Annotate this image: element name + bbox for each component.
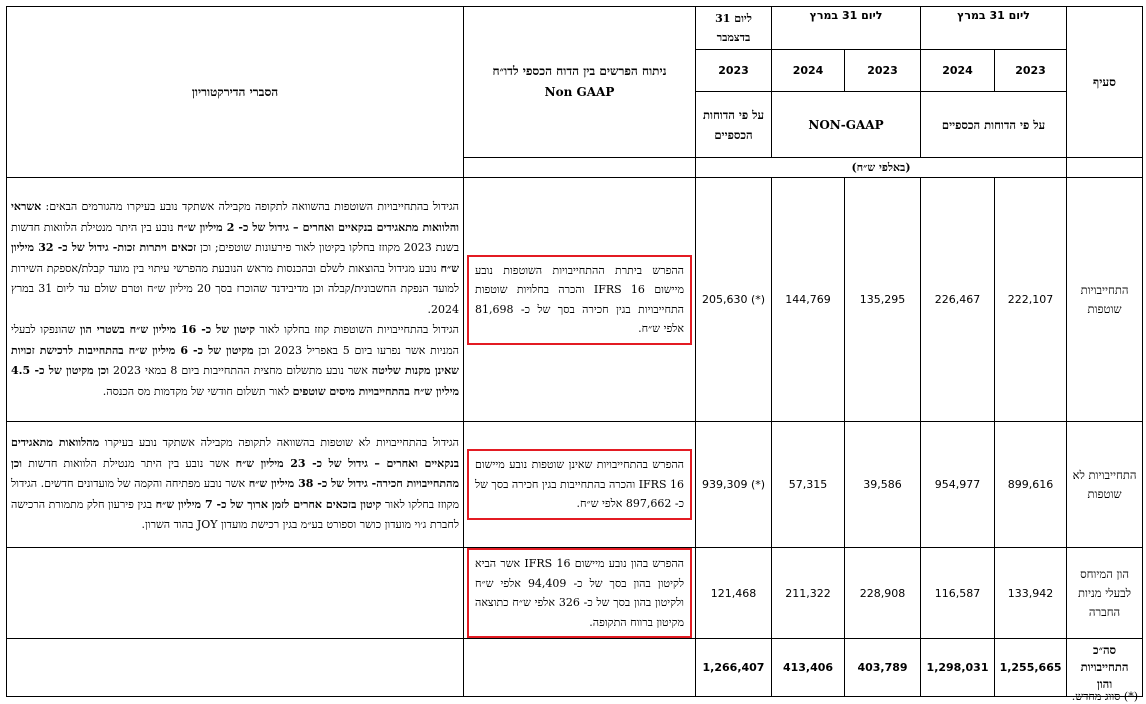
header-fs-2024: 2024 <box>921 50 995 92</box>
cell-fs-2023: 954,977 <box>921 422 995 548</box>
cell-explanation <box>7 422 464 548</box>
header-dec-year: 2023 <box>696 50 772 92</box>
explanation-paragraph <box>11 433 459 536</box>
cell-analysis <box>464 422 696 548</box>
cell-ng-2023: 144,769 <box>772 178 845 422</box>
explanation-paragraph <box>11 197 459 320</box>
explanation-text: הגידול בהתחייבויות לא שוטפות בהשוואה לתקופה מקבילה אשתקד נובע בעיקרו <box>99 436 459 450</box>
cell-dec-2023: (*) 939,309 <box>696 422 772 548</box>
row-item-noncurrent-liabilities: התחייבויות לא שוטפות <box>1067 422 1143 548</box>
cell-ng-2023: 57,315 <box>772 422 845 548</box>
explanation-bold: קיטון בזכאים אחרים לזמן ארוך של כ- 7 מיליון ש״ח <box>155 497 382 511</box>
explanation-text: אשר נובע מפתיחה והקמה של מועדונים חדשים. הגידול מקוזז בחלקו לאור <box>11 477 459 511</box>
header-analysis <box>464 7 696 158</box>
cell-fs-2024: 133,942 <box>995 548 1067 639</box>
cell-fs-2024: 222,107 <box>995 178 1067 422</box>
explanation-paragraph <box>11 320 459 402</box>
cell-explanation <box>7 178 464 422</box>
header-label-dec: על פי הדוחות הכספיים <box>696 92 772 158</box>
table-row <box>7 548 1143 639</box>
cell-ng-2024: 135,295 <box>845 178 921 422</box>
explanation-text: הגידול בהתחייבויות השוטפות קוזז בחלקו לאור <box>254 323 459 336</box>
table-row <box>7 178 1143 422</box>
header-ng-2024: 2024 <box>772 50 845 92</box>
cell-ng-2023: 211,322 <box>772 548 845 639</box>
explanation-bold: אשראי והלוואות מתאגידים בנקאיים ואחרים – גידול של כ- 2 מיליון ש״ח <box>11 200 459 234</box>
cell-dec-2023: 121,468 <box>696 548 772 639</box>
explanation-text: שהונפקו לבעלי המניות אשר נפרעו ביום 5 באפריל 2023 וכן <box>11 323 459 357</box>
explanation-text: לאור תשלום חודשי של מקדמות מס הכנסה. <box>102 384 293 398</box>
explanation-bold: וכן מהתחייבויות חכירה- גידול של כ- 38 מיליון ש״ח <box>11 456 459 491</box>
explanation-text: אשר נובע בין היתר מנטילת הלוואות חדשות <box>22 456 236 470</box>
highlighted-analysis-box: ההפרש ביתרת ההתחייבויות השוטפות נובע מיישום IFRS 16 והכרה בחלויות שוטפות התחייבויות בגין חכירה בסך של כ- 81,698 אלפי ש״ח. <box>467 255 692 345</box>
explanation-bold: מקיטון של כ- 6 מיליון ש״ח בהתחייבות לרכישת זכויות שאינן מקנות שליטה <box>11 343 459 377</box>
cell-analysis <box>464 178 696 422</box>
footnote: (*) סווג מחדש. <box>1071 690 1138 703</box>
cell-fs-2024: 899,616 <box>995 422 1067 548</box>
explanation-bold: קיטון של כ- 16 מיליון ש״ח בשטרי הון <box>79 323 255 336</box>
header-analysis-line1: ניתוח הפרשים בין הדוח הכספי לדו״ח <box>492 64 667 78</box>
cell-fs-2023: 116,587 <box>921 548 995 639</box>
cell-fs-2023: 1,298,031 <box>921 639 995 697</box>
cell-analysis-empty <box>464 639 696 697</box>
cell-ng-2023: 413,406 <box>772 639 845 697</box>
explanation-text: אשר נובע מתשלום מחצית ההתחייבות ביום 8 במאי 2023 <box>109 364 372 377</box>
cell-dec-2023: 1,266,407 <box>696 639 772 697</box>
cell-analysis <box>464 548 696 639</box>
header-ng-2023: 2023 <box>845 50 921 92</box>
header-label-fs: על פי הדוחות הכספיים <box>921 92 1067 158</box>
cell-ng-2024: 403,789 <box>845 639 921 697</box>
header-label-ng: NON-GAAP <box>772 92 921 158</box>
cell-fs-2024: 1,255,665 <box>995 639 1067 697</box>
cell-ng-2024: 228,908 <box>845 548 921 639</box>
row-item-total: סה״כ התחייבויות והון <box>1067 639 1143 697</box>
header-analysis-line2: Non GAAP <box>544 85 615 99</box>
explanation-text: נובע בין היתר מנטילת הלוואות חדשות בשנת 2023 מקוזז בחלקו בקיטון לאור פירעונות שוטפים; וכן <box>11 220 459 254</box>
row-item-equity: הון המיוחס לבעלי מניות החברה <box>1067 548 1143 639</box>
units-empty-analysis <box>464 158 696 178</box>
explanation-bold: זכאים ויתרות זכות- גידול של כ- 32 מיליון ש״ח <box>11 241 459 275</box>
row-item-current-liabilities: התחייבויות שוטפות <box>1067 178 1143 422</box>
table-row-total <box>7 639 1143 697</box>
units-label: (באלפי ש״ח) <box>696 158 1067 178</box>
header-explanations: הסברי הדירקטוריון <box>7 7 464 178</box>
table-row <box>7 422 1143 548</box>
non-gaap-reconciliation-table <box>6 6 1143 697</box>
header-date-dec <box>696 7 772 50</box>
cell-ng-2024: 39,586 <box>845 422 921 548</box>
explanation-bold: מהלוואות מתאגידים בנקאיים ואחרים – גידול של כ- 23 מיליון ש״ח <box>11 436 459 470</box>
cell-dec-2023: (*) 205,630 <box>696 178 772 422</box>
header-date-fs: ליום 31 במרץ <box>921 7 1067 50</box>
cell-explanation-empty <box>7 639 464 697</box>
highlighted-analysis-box: ההפרש בהתחייבויות שאינן שוטפות נובע מיישום IFRS 16 והכרה בהתחייבות בגין חכירה בסך של כ- 897,662 אלפי ש״ח. <box>467 449 692 520</box>
header-fs-2023: 2023 <box>995 50 1067 92</box>
header-date-ng: ליום 31 במרץ <box>772 7 921 50</box>
explanation-text: בגין פירעון חלק מתמורת הרכישה לחברת ג׳וי מועדון כושר וספורט בע״מ בגין רכישת מועדון JOY בהוד השרון. <box>11 497 459 532</box>
cell-fs-2023: 226,467 <box>921 178 995 422</box>
highlighted-analysis-box: ההפרש בהון נובע מיישום IFRS 16 אשר הביא לקיטון בהון בסך של כ- 94,409 אלפי ש״ח ולקיטון בהון בסך של כ- 326 אלפי ש״ח כתוצאה מקיטון ברווח התקופה. <box>467 548 692 638</box>
explanation-text: נובע מגידול בהוצאות לשלם ובהכנסות מראש הנובעת מהפרשי עיתוי בין מועד קבלת/אספקת השירות למועד הנפקת החשבונית/קבלה וכן מדיבידנד שהוכרז בסך 20 מיליון ש״ח וטרם שולם עד ליום 31 במרץ 2024. <box>11 261 459 316</box>
explanation-text: הגידול בהתחייבויות השוטפות בהשוואה לתקופה מקבילה אשתקד נובע בעיקרו מהגורמים הבאים: <box>41 200 459 213</box>
units-empty-item <box>1067 158 1143 178</box>
explanation-bold: וכן מקיטון של כ- 4.5 מיליון ש״ח בהתחייבויות מיסים שוטפים <box>11 364 459 398</box>
cell-explanation-empty <box>7 548 464 639</box>
header-item: סעיף <box>1067 7 1143 158</box>
header-dec-label: ליום 31 בדצמבר <box>715 12 752 44</box>
